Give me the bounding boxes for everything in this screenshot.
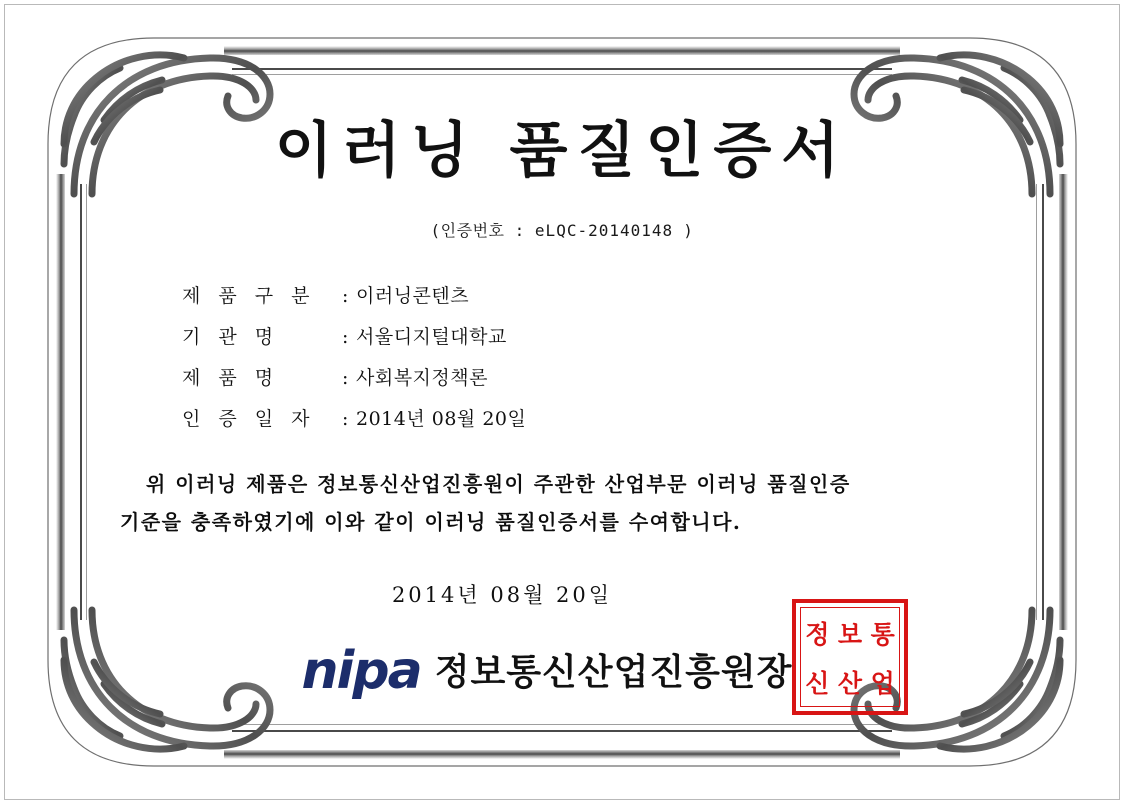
field-label-certification-date: 인 증 일 자 xyxy=(182,408,316,430)
field-colon: : xyxy=(342,408,349,430)
certificate-fields xyxy=(182,281,1004,431)
field-label-organization: 기 관 명 xyxy=(182,326,280,348)
field-value-organization: 서울디지털대학교 xyxy=(356,326,507,348)
certificate-number-label: (인증번호 : xyxy=(430,221,525,240)
statement-line-1: 위 이러닝 제품은 정보통신산업진흥원이 주관한 산업부문 이러닝 품질인증 xyxy=(146,472,851,496)
seal-char: 정 xyxy=(805,619,830,649)
official-seal-stamp xyxy=(792,599,908,715)
field-colon: : xyxy=(342,367,349,389)
certificate-content xyxy=(120,70,1004,730)
field-row xyxy=(182,322,1004,349)
statement-line-2: 기준을 충족하였기에 이와 같이 이러닝 품질인증서를 수여합니다. xyxy=(120,510,742,534)
seal-char: 산 xyxy=(837,668,863,698)
field-label-product-name: 제 품 명 xyxy=(182,367,280,389)
field-colon: : xyxy=(342,326,349,348)
signature-block xyxy=(120,619,1004,701)
seal-char: 보 xyxy=(837,619,863,649)
field-row xyxy=(182,281,1004,308)
issuing-organization: 정보통신산업진흥원장 xyxy=(434,650,793,693)
field-label-product-type: 제 품 구 분 xyxy=(182,285,316,307)
page-title: 이러닝 품질인증서 xyxy=(274,116,850,186)
seal-char: 통 xyxy=(870,619,895,649)
seal-characters xyxy=(800,607,900,707)
field-value-product-name: 사회복지정책론 xyxy=(356,367,488,389)
field-value-product-type: 이러닝콘텐츠 xyxy=(356,285,470,307)
nipa-logo: nipa xyxy=(301,641,421,701)
issue-date: 2014년 08월 20일 xyxy=(391,583,613,607)
field-row xyxy=(182,404,1004,431)
certificate-number-close: ) xyxy=(683,221,694,240)
field-colon: : xyxy=(342,285,349,307)
field-value-certification-date: 2014년 08월 20일 xyxy=(356,408,527,430)
seal-char: 업 xyxy=(870,668,895,698)
certificate-number xyxy=(120,218,1004,241)
certificate-statement xyxy=(120,465,1004,541)
seal-char: 신 xyxy=(805,668,830,698)
field-row xyxy=(182,363,1004,390)
certificate-number-value: eLQC-20140148 xyxy=(534,221,674,240)
